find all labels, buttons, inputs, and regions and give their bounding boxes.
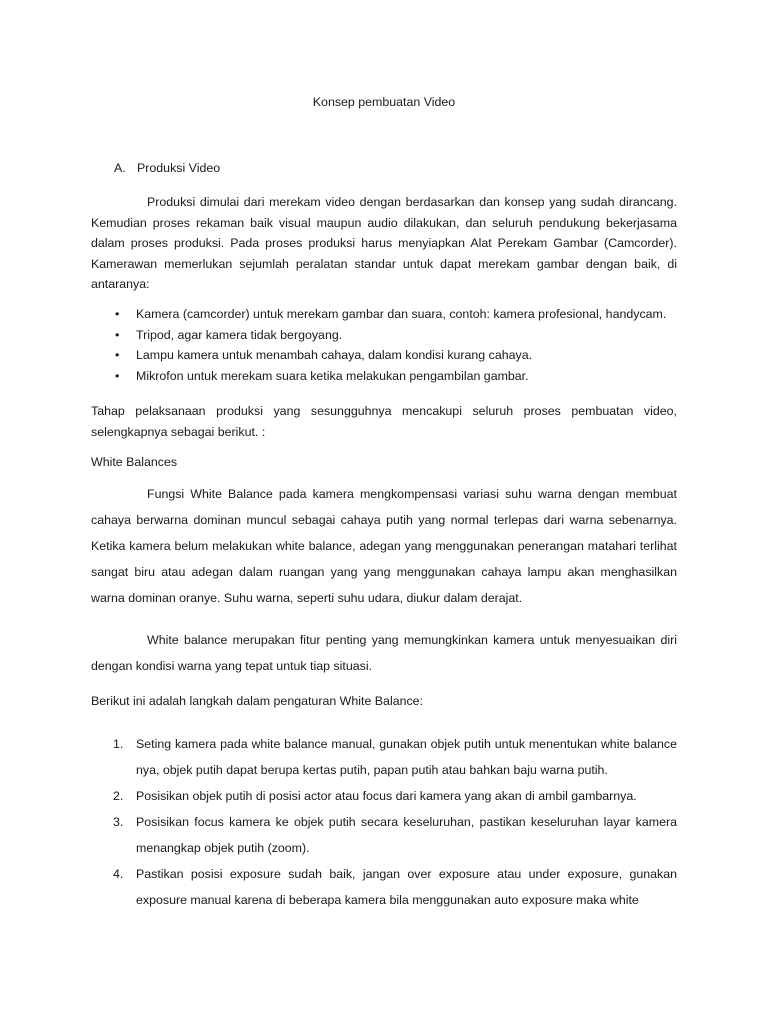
list-item: 2. Posisikan objek putih di posisi actor atau focus dari kamera yang akan di ambil gambarnya. bbox=[91, 783, 677, 809]
paragraph-fungsi-white-balance: Fungsi White Balance pada kamera mengkompensasi variasi suhu warna dengan membuat cahaya berwarna dominan muncul sebagai cahaya putih yang normal terlepas dari warna sebenarnya. Ketika kamera belum melakukan white balance, adegan yang menggunakan penerangan matahari terlihat sangat biru atau adegan dalam ruangan yang yang menggunakan cahaya lampu akan menghasilkan warna dominan oranye. Suhu warna, seperti suhu udara, diukur dalam derajat. bbox=[91, 487, 677, 606]
step-number: 2. bbox=[113, 789, 124, 803]
step-number: 1. bbox=[113, 737, 124, 751]
paragraph-produksi bbox=[91, 192, 677, 295]
bullet-icon: • bbox=[115, 307, 120, 321]
paragraph-white-balance-fitur: White balance merupakan fitur penting yang memungkinkan kamera untuk menyesuaikan diri dengan kondisi warna yang tepat untuk tiap situasi. bbox=[91, 633, 677, 673]
paragraph-langkah-intro: Berikut ini adalah langkah dalam pengaturan White Balance: bbox=[91, 694, 424, 708]
bullet-icon: • bbox=[115, 348, 120, 363]
heading-white-balances: White Balances bbox=[91, 455, 178, 469]
paragraph-produksi-text: Produksi dimulai dari merekam video dengan berdasarkan dan konsep yang sudah dirancang. Kemudian proses rekaman baik visual maupun audio dilakukan, dan seluruh pendukung bekerjasama dalam proses produksi. Pada proses produksi harus menyiapkan Alat Perekam Gambar (Camcorder). Kamerawan memerlukan sejumlah peralatan standar untuk dapat merekam gambar dengan baik, di antaranya: bbox=[91, 195, 677, 291]
bullet-icon: • bbox=[115, 327, 120, 342]
list-item: • Mikrofon untuk merekam suara ketika melakukan pengambilan gambar. bbox=[91, 366, 677, 387]
step-number: 3. bbox=[113, 815, 124, 829]
list-item: • Kamera (camcorder) untuk merekam gambar dan suara, contoh: kamera profesional, handycam. bbox=[91, 304, 677, 325]
section-heading-produksi-video bbox=[91, 159, 220, 177]
list-item: • Tripod, agar kamera tidak bergoyang. bbox=[91, 325, 677, 346]
bullet-icon: • bbox=[115, 369, 120, 384]
section-letter: A. bbox=[114, 161, 126, 175]
document-title: Konsep pembuatan Video bbox=[312, 95, 456, 109]
list-item: • Lampu kamera untuk menambah cahaya, dalam kondisi kurang cahaya. bbox=[91, 345, 677, 366]
list-item: 1. Seting kamera pada white balance manual, gunakan objek putih untuk menentukan white balance nya, objek putih dapat berupa kertas putih, papan putih atau bahkan baju warna putih. bbox=[91, 731, 677, 783]
list-item: 4. Pastikan posisi exposure sudah baik, jangan over exposure atau under exposure, gunakan exposure manual karena di beberapa kamera bila menggunakan auto exposure maka white bbox=[91, 861, 677, 913]
white-balance-steps-list bbox=[91, 731, 677, 913]
equipment-list bbox=[91, 304, 677, 387]
list-item: 3. Posisikan focus kamera ke objek putih secara keseluruhan, pastikan keseluruhan layar kamera menangkap objek putih (zoom). bbox=[91, 809, 677, 861]
section-title: Produksi Video bbox=[137, 161, 221, 175]
step-number: 4. bbox=[113, 867, 124, 881]
paragraph-tahap-pelaksanaan: Tahap pelaksanaan produksi yang sesungguhnya mencakupi seluruh proses pembuatan video, selengkapnya sebagai berikut. : bbox=[91, 404, 677, 439]
